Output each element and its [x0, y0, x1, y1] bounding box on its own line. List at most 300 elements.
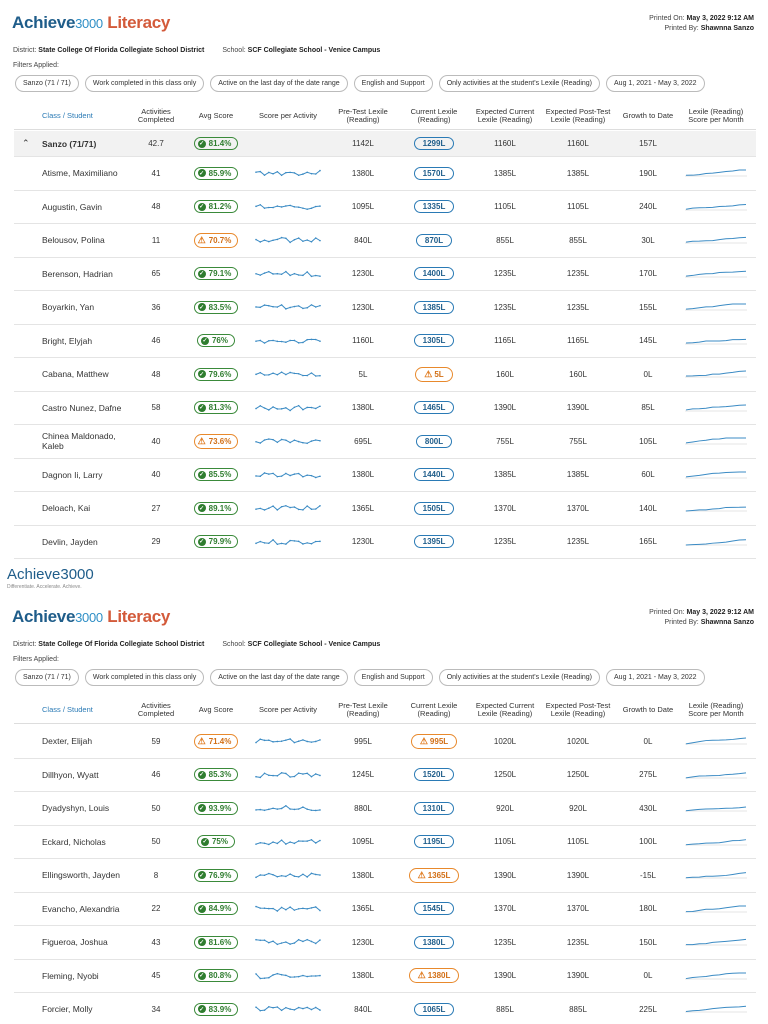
- lexile-per-month-cell: [680, 325, 752, 358]
- current-lexile-cell: [398, 392, 470, 425]
- activities-completed: 50: [151, 803, 161, 813]
- lexile-per-month-sparkline: [685, 167, 747, 179]
- current-lexile-cell: [398, 826, 470, 859]
- expected-current-lexile: 1235L: [493, 302, 517, 312]
- growth-to-date: 105L: [639, 436, 657, 446]
- current-lexile-cell: [398, 425, 470, 458]
- student-row[interactable]: [14, 492, 756, 526]
- avg-score-cell: [184, 157, 248, 190]
- current-lexile-warning-badge: ⚠ 1380L: [409, 968, 460, 983]
- check-circle-icon: ✓: [199, 939, 205, 946]
- lexile-per-month-sparkline: [685, 335, 747, 347]
- score-per-activity-sparkline: [254, 501, 322, 515]
- column-header: Avg Score: [198, 111, 234, 120]
- current-lexile-badge: 870L: [416, 234, 452, 247]
- filter-chip[interactable]: Only activities at the student's Lexile (Reading): [439, 669, 600, 686]
- activities-completed: 58: [151, 403, 161, 413]
- lexile-per-month-cell: [680, 725, 752, 758]
- filter-chip[interactable]: Active on the last day of the date range: [210, 75, 347, 92]
- avg-score-badge: ✓ 76.9%: [194, 869, 239, 882]
- lexile-per-month-cell: [680, 826, 752, 859]
- score-per-activity-sparkline: [254, 468, 322, 482]
- current-lexile-warning-badge: ⚠ 995L: [411, 734, 457, 749]
- student-row[interactable]: [14, 725, 756, 759]
- expected-current-lexile: 885L: [496, 1004, 514, 1014]
- avg-score-warning-badge: ⚠ 71.4%: [194, 734, 239, 749]
- lexile-per-month-cell: [680, 131, 752, 156]
- check-circle-icon: ✓: [199, 371, 205, 378]
- check-circle-icon: ✓: [199, 872, 205, 879]
- pre-test-lexile: 1380L: [351, 403, 375, 413]
- score-per-activity-sparkline: [254, 734, 322, 748]
- lexile-per-month-cell: [680, 191, 752, 224]
- current-lexile-badge: 1380L: [414, 936, 455, 949]
- pre-test-lexile: 1095L: [351, 202, 375, 212]
- filter-chip[interactable]: English and Support: [354, 669, 433, 686]
- pre-test-lexile: 1095L: [351, 837, 375, 847]
- activities-completed: 40: [151, 470, 161, 480]
- expected-post-test-lexile: 1235L: [566, 302, 590, 312]
- score-per-activity-cell: [250, 960, 326, 993]
- filter-chip[interactable]: Active on the last day of the date range: [210, 669, 347, 686]
- student-name[interactable]: Eckard, Nicholas: [42, 836, 106, 847]
- student-row[interactable]: [14, 926, 756, 960]
- expected-post-test-lexile: 1160L: [567, 139, 589, 148]
- avg-score-cell: [184, 492, 248, 525]
- achieve-literacy-logo: Achieve3000 Literacy: [12, 607, 171, 626]
- student-name[interactable]: Belousov, Polina: [42, 235, 105, 246]
- activities-completed: 40: [151, 436, 161, 446]
- score-per-activity-cell: [250, 358, 326, 391]
- pre-test-lexile: 1160L: [352, 336, 374, 346]
- current-lexile-cell: [398, 893, 470, 926]
- check-circle-icon: ✓: [199, 505, 205, 512]
- expected-post-test-lexile: 1235L: [566, 269, 590, 279]
- expected-current-lexile: 920L: [496, 803, 514, 813]
- collapse-caret-icon[interactable]: ⌃: [22, 138, 30, 148]
- avg-score-cell: [184, 131, 248, 156]
- score-per-activity-sparkline: [254, 1002, 322, 1016]
- student-row[interactable]: [14, 826, 756, 860]
- avg-score-cell: [184, 459, 248, 492]
- student-name[interactable]: Bright, Elyjah: [42, 335, 93, 346]
- activities-completed: 22: [151, 904, 161, 914]
- activities-completed: 43: [151, 937, 161, 947]
- expected-post-test-lexile: 1235L: [566, 537, 590, 547]
- warning-icon: ⚠: [197, 234, 206, 245]
- filter-chip[interactable]: Aug 1, 2021 - May 3, 2022: [606, 669, 705, 686]
- current-lexile-cell: [398, 459, 470, 492]
- score-per-activity-sparkline: [254, 801, 322, 815]
- expected-post-test-lexile: 1235L: [566, 937, 590, 947]
- student-row[interactable]: [14, 191, 756, 225]
- expected-current-lexile: 1165L: [494, 336, 516, 346]
- current-lexile-badge: 1335L: [414, 200, 455, 213]
- score-per-activity-sparkline: [254, 969, 322, 983]
- avg-score-warning-badge: ⚠ 73.6%: [194, 434, 239, 449]
- score-per-activity-sparkline: [254, 300, 322, 314]
- avg-score-cell: [184, 893, 248, 926]
- growth-to-date: 275L: [639, 770, 657, 780]
- check-circle-icon: ✓: [199, 772, 205, 779]
- warning-icon: ⚠: [424, 368, 433, 379]
- student-row[interactable]: [14, 459, 756, 493]
- column-header: Pre-Test Lexile (Reading): [338, 701, 388, 718]
- activities-completed: 29: [151, 537, 161, 547]
- activities-completed: 48: [151, 369, 161, 379]
- score-per-activity-sparkline: [254, 935, 322, 949]
- score-per-activity-cell: [250, 224, 326, 257]
- avg-score-badge: ✓ 81.2%: [194, 200, 239, 213]
- student-row[interactable]: [14, 425, 756, 459]
- avg-score-badge: ✓ 79.6%: [194, 368, 239, 381]
- filters-label: Filters Applied:: [13, 656, 59, 663]
- student-name[interactable]: Boyarkin, Yan: [42, 302, 95, 313]
- score-per-activity-sparkline: [254, 835, 322, 849]
- column-header[interactable]: Class / Student: [42, 705, 93, 714]
- lexile-per-month-sparkline: [685, 368, 747, 380]
- student-row[interactable]: [14, 258, 756, 292]
- check-circle-icon: ✓: [199, 539, 205, 546]
- avg-score-badge: ✓ 79.9%: [194, 535, 239, 548]
- student-row[interactable]: [14, 291, 756, 325]
- pre-test-lexile: 1245L: [351, 770, 375, 780]
- growth-to-date: 155L: [639, 302, 657, 312]
- pre-test-lexile: 995L: [354, 736, 372, 746]
- pre-test-lexile: 1380L: [351, 971, 375, 981]
- student-row[interactable]: [14, 325, 756, 359]
- pre-test-lexile: 1230L: [351, 302, 375, 312]
- filter-chip[interactable]: Aug 1, 2021 - May 3, 2022: [606, 75, 705, 92]
- current-lexile-cell: [398, 993, 470, 1024]
- class-summary-row[interactable]: [14, 131, 756, 157]
- score-per-activity-cell: [250, 725, 326, 758]
- achieve-literacy-logo: Achieve3000 Literacy: [12, 13, 171, 32]
- expected-post-test-lexile: 1370L: [566, 904, 590, 914]
- avg-score-cell: [184, 358, 248, 391]
- filter-chip[interactable]: English and Support: [354, 75, 433, 92]
- current-lexile-badge: 1385L: [414, 301, 455, 314]
- check-circle-icon: ✓: [199, 472, 205, 479]
- student-name[interactable]: Atisme, Maximiliano: [42, 168, 118, 179]
- student-name[interactable]: Forcier, Molly: [42, 1004, 93, 1015]
- lexile-per-month-cell: [680, 893, 752, 926]
- column-header: Activities Completed: [137, 701, 175, 718]
- check-circle-icon: ✓: [199, 1006, 205, 1013]
- student-name[interactable]: Cabana, Matthew: [42, 369, 109, 380]
- activities-completed: 27: [151, 503, 161, 513]
- expected-current-lexile: 1235L: [493, 937, 517, 947]
- column-header: Lexile (Reading) Score per Month: [688, 701, 744, 718]
- expected-current-lexile: 1390L: [493, 403, 517, 413]
- expected-post-test-lexile: 1390L: [566, 403, 590, 413]
- check-circle-icon: ✓: [199, 141, 205, 147]
- student-name[interactable]: Deloach, Kai: [42, 503, 91, 514]
- filter-chips: [15, 75, 705, 92]
- activities-completed: 48: [151, 202, 161, 212]
- current-lexile-badge: 1305L: [414, 334, 455, 347]
- column-header: Current Lexile (Reading): [410, 701, 458, 718]
- expected-current-lexile: 855L: [496, 235, 514, 245]
- current-lexile-cell: [398, 759, 470, 792]
- current-lexile-badge: 1195L: [414, 835, 454, 848]
- pre-test-lexile: 1365L: [351, 503, 375, 513]
- score-per-activity-sparkline: [254, 334, 322, 348]
- warning-icon: ⚠: [419, 735, 428, 746]
- score-per-activity-cell: [250, 926, 326, 959]
- expected-current-lexile: 1385L: [493, 168, 517, 178]
- growth-to-date: 150L: [639, 937, 657, 947]
- lexile-per-month-sparkline: [685, 301, 747, 313]
- current-lexile-badge: 1065L: [414, 1003, 455, 1016]
- growth-to-date: 180L: [639, 904, 657, 914]
- check-circle-icon: ✓: [199, 906, 205, 913]
- growth-to-date: 0L: [643, 971, 653, 981]
- lexile-per-month-sparkline: [685, 536, 747, 548]
- lexile-per-month-sparkline: [685, 802, 747, 814]
- lexile-per-month-cell: [680, 392, 752, 425]
- filter-chip[interactable]: Work completed in this class only: [85, 75, 204, 92]
- score-per-activity-sparkline: [254, 868, 322, 882]
- activities-completed: 46: [151, 336, 161, 346]
- check-circle-icon: ✓: [199, 271, 205, 278]
- score-per-activity-sparkline: [254, 233, 322, 247]
- avg-score-badge: ✓ 85.9%: [194, 167, 239, 180]
- avg-score-badge: ✓ 75%: [197, 835, 235, 848]
- score-per-activity-cell: [250, 291, 326, 324]
- check-circle-icon: ✓: [199, 405, 205, 412]
- district-school-info: District: State College Of Florida Collegiate School District School: SCF Collegiate School - Venice Campus: [13, 641, 381, 648]
- growth-to-date: 85L: [641, 403, 655, 413]
- lexile-per-month-cell: [680, 258, 752, 291]
- avg-score-badge: ✓ 79.1%: [194, 267, 239, 280]
- activities-completed: 46: [151, 770, 161, 780]
- avg-score-cell: [184, 291, 248, 324]
- student-row[interactable]: [14, 759, 756, 793]
- score-per-activity-sparkline: [254, 902, 322, 916]
- student-name[interactable]: Berenson, Hadrian: [42, 268, 113, 279]
- expected-current-lexile: 1390L: [493, 870, 517, 880]
- table-header: [14, 696, 756, 724]
- score-per-activity-sparkline: [254, 267, 322, 281]
- expected-post-test-lexile: 1390L: [566, 971, 590, 981]
- table-header: [14, 102, 756, 130]
- filter-chip[interactable]: Only activities at the student's Lexile (Reading): [439, 75, 600, 92]
- lexile-per-month-cell: [680, 224, 752, 257]
- expected-current-lexile: 1160L: [494, 139, 516, 148]
- avg-score-badge: ✓ 80.8%: [194, 969, 239, 982]
- lexile-per-month-sparkline: [685, 769, 747, 781]
- avg-score-badge: ✓ 76%: [197, 334, 235, 347]
- score-per-activity-sparkline: [254, 166, 322, 180]
- filter-chips: [15, 669, 705, 686]
- district-school-info: District: State College Of Florida Collegiate School District School: SCF Collegiate School - Venice Campus: [13, 47, 381, 54]
- pre-test-lexile: 1380L: [351, 470, 375, 480]
- current-lexile-badge: 1545L: [414, 902, 455, 915]
- student-name[interactable]: Devlin, Jayden: [42, 536, 98, 547]
- expected-current-lexile: 1235L: [493, 269, 517, 279]
- expected-current-lexile: 1390L: [493, 971, 517, 981]
- score-per-activity-cell: [250, 792, 326, 825]
- check-circle-icon: ✓: [202, 338, 208, 345]
- score-per-activity-sparkline: [254, 401, 322, 415]
- avg-score-badge: ✓ 81.6%: [194, 936, 239, 949]
- current-lexile-cell: [398, 526, 470, 559]
- column-header: Score per Activity: [259, 111, 317, 120]
- student-row[interactable]: [14, 859, 756, 893]
- student-name[interactable]: Figueroa, Joshua: [42, 937, 108, 948]
- expected-current-lexile: 1235L: [493, 537, 517, 547]
- column-header: Current Lexile (Reading): [410, 107, 458, 124]
- student-row[interactable]: [14, 960, 756, 994]
- student-row[interactable]: [14, 157, 756, 191]
- check-circle-icon: ✓: [199, 805, 205, 812]
- pre-test-lexile: 840L: [354, 235, 372, 245]
- current-lexile-badge: 1465L: [414, 401, 455, 414]
- student-row[interactable]: [14, 993, 756, 1024]
- student-name[interactable]: Ellingsworth, Jayden: [42, 870, 120, 881]
- report-page-2: [0, 594, 768, 1024]
- student-name[interactable]: Augustin, Gavin: [42, 201, 103, 212]
- growth-to-date: 430L: [639, 803, 657, 813]
- student-row[interactable]: [14, 893, 756, 927]
- activities-completed: 65: [151, 269, 161, 279]
- student-name[interactable]: Dyadyshyn, Louis: [42, 803, 110, 814]
- score-per-activity-cell: [250, 191, 326, 224]
- pre-test-lexile: 1230L: [351, 537, 375, 547]
- expected-current-lexile: 1370L: [493, 503, 517, 513]
- student-name[interactable]: Fleming, Nyobi: [42, 970, 99, 981]
- activities-completed: 45: [151, 971, 161, 981]
- column-header: Expected Post-Test Lexile (Reading): [545, 701, 611, 718]
- score-per-activity-cell: [250, 157, 326, 190]
- current-lexile-badge: 800L: [416, 435, 452, 448]
- student-row[interactable]: [14, 526, 756, 560]
- avg-score-cell: [184, 792, 248, 825]
- current-lexile-cell: [398, 325, 470, 358]
- avg-score-cell: [184, 526, 248, 559]
- expected-current-lexile: 1020L: [493, 736, 517, 746]
- lexile-per-month-sparkline: [685, 936, 747, 948]
- warning-icon: ⚠: [417, 869, 426, 880]
- lexile-per-month-sparkline: [685, 201, 747, 213]
- expected-post-test-lexile: 1250L: [566, 770, 590, 780]
- score-per-activity-cell: [250, 492, 326, 525]
- activities-completed: 59: [151, 736, 161, 746]
- student-name[interactable]: Evancho, Alexandria: [42, 903, 120, 914]
- expected-post-test-lexile: 1105L: [567, 837, 589, 847]
- student-name[interactable]: Dagnon Ii, Larry: [42, 469, 103, 480]
- avg-score-cell: [184, 926, 248, 959]
- filter-chip[interactable]: Sanzo (71 / 71): [15, 669, 79, 686]
- score-per-activity-cell: [250, 392, 326, 425]
- student-name[interactable]: Castro Nunez, Dafne: [42, 402, 122, 413]
- avg-score-cell: [184, 392, 248, 425]
- avg-score-badge: ✓ 81.3%: [194, 401, 239, 414]
- avg-score-cell: [184, 759, 248, 792]
- column-header: Avg Score: [198, 705, 234, 714]
- expected-current-lexile: 1250L: [493, 770, 517, 780]
- avg-score-badge: ✓ 83.5%: [194, 301, 239, 314]
- expected-current-lexile: 1370L: [493, 904, 517, 914]
- avg-score-cell: [184, 859, 248, 892]
- avg-score-cell: [184, 993, 248, 1024]
- avg-score-badge: ✓ 85.3%: [194, 768, 239, 781]
- class-name[interactable]: Sanzo (71/71): [42, 138, 97, 149]
- check-circle-icon: ✓: [199, 204, 205, 211]
- lexile-per-month-cell: [680, 157, 752, 190]
- lexile-per-month-sparkline: [685, 836, 747, 848]
- student-row[interactable]: [14, 392, 756, 426]
- student-name[interactable]: Dillhyon, Wyatt: [42, 769, 99, 780]
- activities-completed: 41: [151, 168, 161, 178]
- score-per-activity-sparkline: [254, 434, 322, 448]
- current-lexile-cell: [398, 859, 470, 892]
- filter-chip[interactable]: Work completed in this class only: [85, 669, 204, 686]
- avg-score-cell: [184, 425, 248, 458]
- warning-icon: ⚠: [417, 970, 426, 981]
- lexile-per-month-cell: [680, 792, 752, 825]
- growth-to-date: 240L: [639, 202, 657, 212]
- score-per-activity-sparkline: [254, 535, 322, 549]
- current-lexile-badge: 1505L: [414, 502, 455, 515]
- expected-current-lexile: 160L: [496, 369, 514, 379]
- expected-post-test-lexile: 920L: [569, 803, 587, 813]
- column-header: Score per Activity: [259, 705, 317, 714]
- expected-current-lexile: 1105L: [494, 837, 516, 847]
- avg-score-cell: [184, 826, 248, 859]
- lexile-per-month-cell: [680, 993, 752, 1024]
- score-per-activity-cell: [250, 826, 326, 859]
- column-header: Growth to Date: [622, 705, 674, 714]
- student-row[interactable]: [14, 358, 756, 392]
- student-name[interactable]: Dexter, Elijah: [42, 736, 93, 747]
- lexile-per-month-sparkline: [685, 268, 747, 280]
- score-per-activity-sparkline: [254, 367, 322, 381]
- column-header: Expected Current Lexile (Reading): [475, 701, 535, 718]
- lexile-per-month-sparkline: [685, 869, 747, 881]
- growth-to-date: 225L: [639, 1004, 657, 1014]
- warning-icon: ⚠: [197, 435, 206, 446]
- current-lexile-badge: 1570L: [414, 167, 455, 180]
- lexile-per-month-sparkline: [685, 502, 747, 514]
- score-per-activity-cell: [250, 993, 326, 1024]
- student-row[interactable]: [14, 792, 756, 826]
- student-name[interactable]: Chinea Maldonado, Kaleb: [42, 431, 116, 452]
- current-lexile-badge: 1310L: [414, 802, 455, 815]
- column-header: Expected Current Lexile (Reading): [475, 107, 535, 124]
- score-per-activity-cell: [250, 131, 326, 156]
- current-lexile-badge: 1395L: [414, 535, 455, 548]
- expected-post-test-lexile: 885L: [569, 1004, 587, 1014]
- check-circle-icon: ✓: [202, 839, 208, 846]
- column-header: Lexile (Reading) Score per Month: [688, 107, 744, 124]
- column-header: Pre-Test Lexile (Reading): [338, 107, 388, 124]
- expected-post-test-lexile: 1105L: [567, 202, 589, 212]
- student-row[interactable]: [14, 224, 756, 258]
- activities-completed: 11: [151, 235, 161, 245]
- filter-chip[interactable]: Sanzo (71 / 71): [15, 75, 79, 92]
- lexile-per-month-sparkline: [685, 735, 747, 747]
- column-header[interactable]: Class / Student: [42, 111, 93, 120]
- column-header: Activities Completed: [137, 107, 175, 124]
- lexile-per-month-sparkline: [685, 1003, 747, 1015]
- lexile-per-month-cell: [680, 492, 752, 525]
- current-lexile-cell: [398, 157, 470, 190]
- check-circle-icon: ✓: [199, 973, 205, 980]
- printed-info: Printed On: May 3, 2022 9:12 AM Printed By: Shawnna Sanzo: [649, 609, 754, 626]
- pre-test-lexile: 1380L: [351, 870, 375, 880]
